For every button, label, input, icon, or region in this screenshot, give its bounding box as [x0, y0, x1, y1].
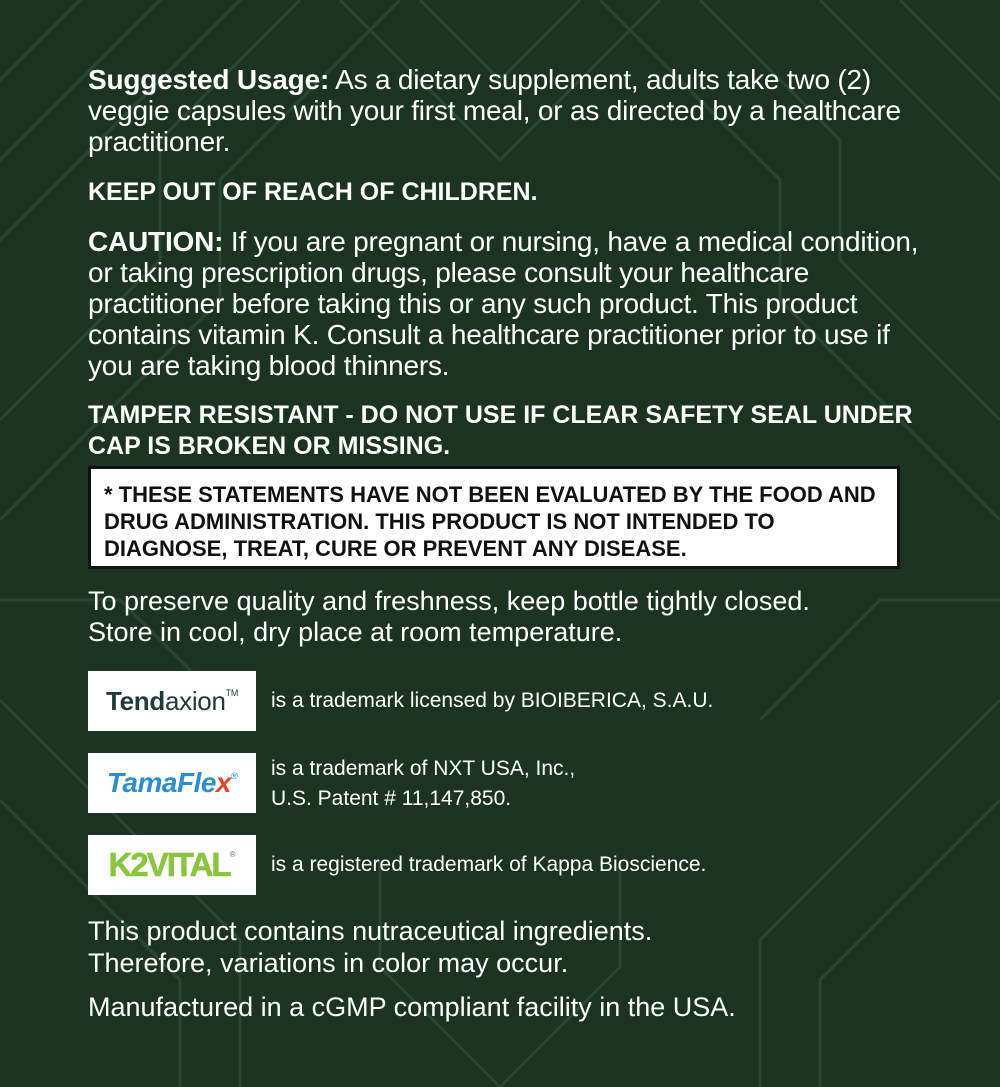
k2vital-logo-text: K2VITAL [108, 846, 230, 883]
nutraceutical-line-2: Therefore, variations in color may occur. [88, 948, 569, 978]
storage-line-1: To preserve quality and freshness, keep bottle tightly closed. [88, 586, 810, 616]
tendaxion-logo [88, 671, 256, 731]
caution-text: If you are pregnant or nursing, have a medical condition, or taking prescription drugs, please consult your healthcare practitioner before taking this or any such product. This product contains vitamin K. Consult a healthcare practitioner prior to use if you are taking blood thinners. [88, 226, 919, 381]
nutraceutical-line-1: This product contains nutraceutical ingredients. [88, 916, 653, 946]
tamaflex-logo-main: TamaFle [106, 767, 216, 798]
tamaflex-trademark-line-1: is a trademark of NXT USA, Inc., [271, 757, 576, 780]
storage-instructions [88, 586, 928, 648]
k2vital-registered-mark: ® [229, 850, 236, 859]
k2vital-trademark-text: is a registered trademark of Kappa Bioscience. [271, 853, 707, 876]
caution-label: CAUTION: [88, 226, 224, 257]
manufacturing-statement: Manufactured in a cGMP compliant facility in the USA. [88, 992, 736, 1022]
tendaxion-trademark-text: is a trademark licensed by BIOIBERICA, S.A.U. [271, 689, 714, 712]
tendaxion-trademark-mark: TM [225, 687, 239, 698]
tamper-warning: TAMPER RESISTANT - DO NOT USE IF CLEAR SAFETY SEAL UNDER CAP IS BROKEN OR MISSING. [88, 401, 913, 460]
caution-warning [88, 226, 928, 381]
suggested-usage [88, 64, 928, 157]
tamaflex-logo [88, 753, 256, 813]
label-text-block [88, 64, 928, 462]
tamaflex-registered-mark: ® [231, 771, 238, 781]
keep-out-warning: KEEP OUT OF REACH OF CHILDREN. [88, 178, 538, 206]
suggested-usage-label: Suggested Usage: [88, 64, 330, 95]
tamaflex-trademark-text [271, 754, 575, 814]
tendaxion-logo-bold: Tend [105, 685, 165, 716]
storage-line-2: Store in cool, dry place at room temperature. [88, 617, 623, 647]
tendaxion-logo-rest: axion [164, 685, 226, 716]
tamaflex-patent-line: U.S. Patent # 11,147,850. [271, 787, 512, 810]
k2vital-logo [88, 835, 256, 895]
fda-disclaimer-box [88, 466, 900, 569]
fda-disclaimer-text: * THESE STATEMENTS HAVE NOT BEEN EVALUATED BY THE FOOD AND DRUG ADMINISTRATION. THIS PRODUCT IS NOT INTENDED TO DIAGNOSE, TREAT, CURE OR PREVENT ANY DISEASE. [104, 482, 876, 561]
nutraceutical-notice [88, 915, 652, 979]
tamaflex-logo-x: x [215, 767, 231, 798]
suggested-usage-text: As a dietary supplement, adults take two (2) veggie capsules with your first meal, or as directed by a healthcare practitioner. [88, 64, 901, 157]
